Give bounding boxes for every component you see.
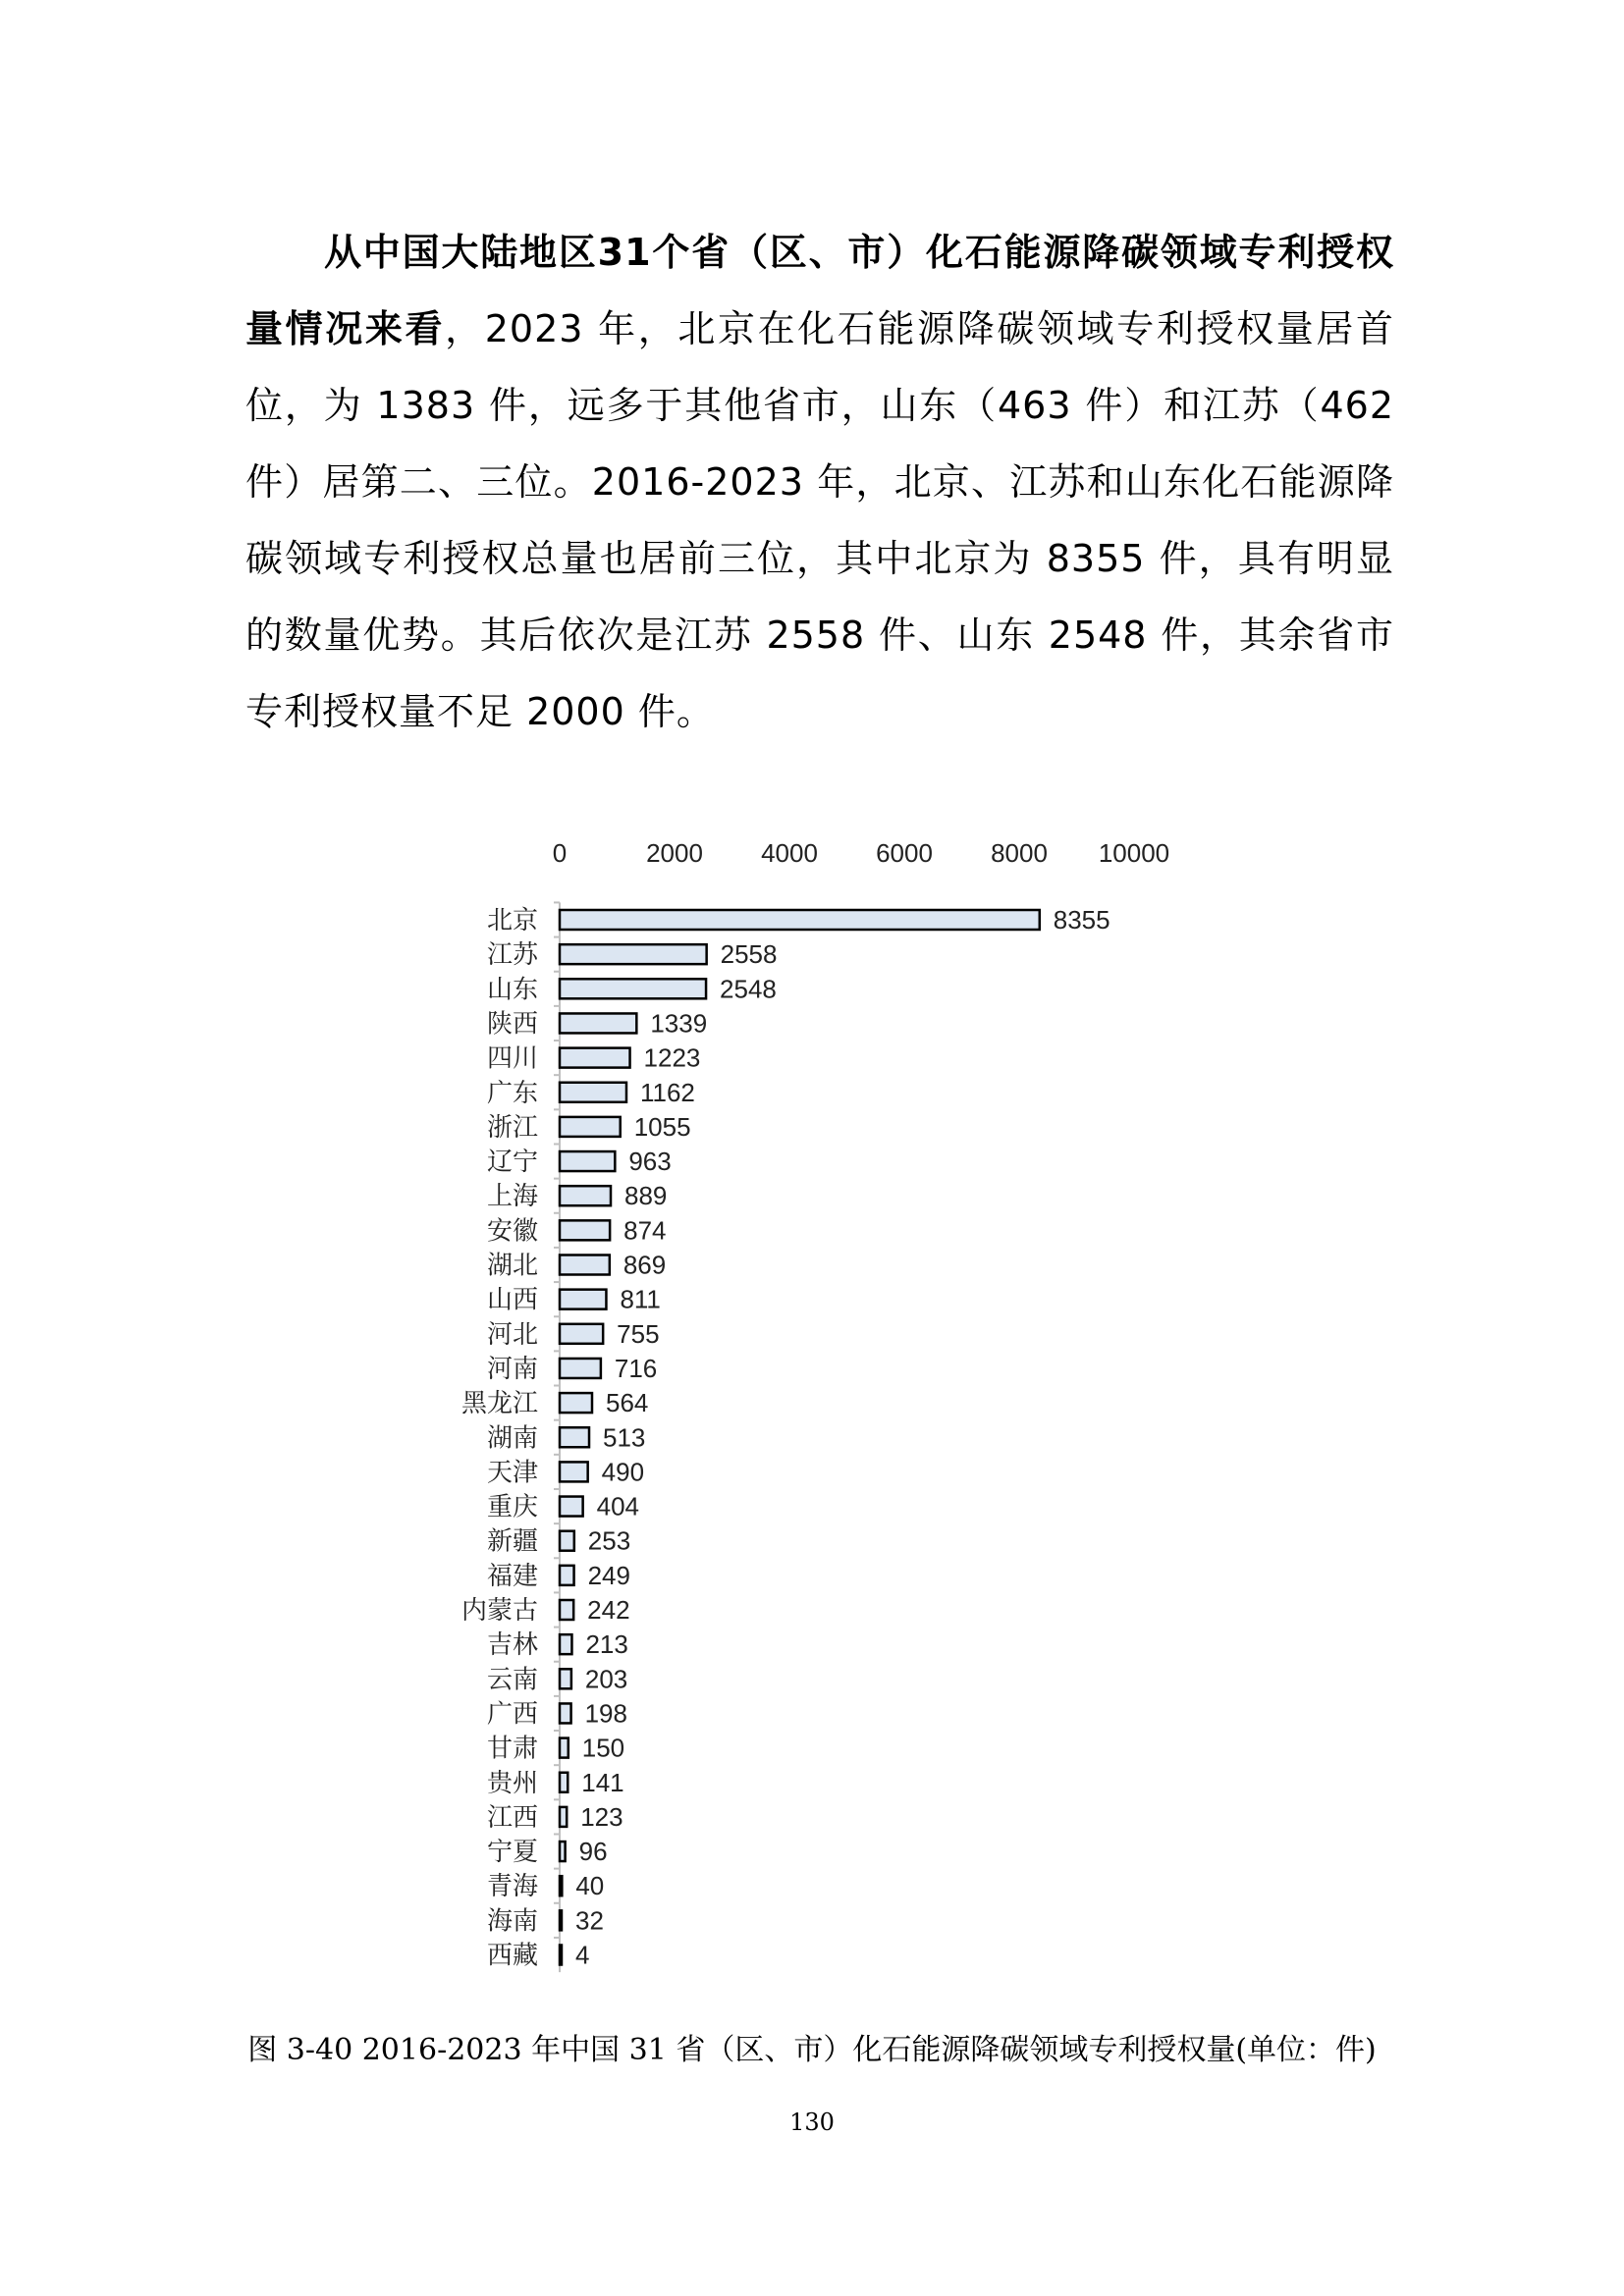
data-label: 8355	[1053, 905, 1110, 934]
bar	[560, 1048, 630, 1068]
bar	[560, 1773, 568, 1792]
category-label: 江苏	[486, 940, 538, 971]
category-label: 甘肃	[486, 1734, 538, 1764]
data-label: 150	[581, 1733, 625, 1763]
category-label: 吉林	[486, 1630, 538, 1661]
data-label: 198	[584, 1698, 627, 1729]
body-paragraph	[245, 214, 1394, 750]
category-label: 广东	[486, 1078, 538, 1108]
bar	[560, 1634, 571, 1654]
category-label: 安徽	[486, 1216, 538, 1247]
x-tick-label: 4000	[761, 838, 818, 868]
data-label: 2558	[720, 939, 778, 970]
data-label: 4	[575, 1940, 590, 1970]
bar	[560, 1807, 567, 1827]
bar	[560, 1600, 573, 1620]
data-label: 716	[614, 1353, 658, 1383]
bar	[560, 1566, 574, 1585]
bar	[560, 1324, 603, 1344]
bar	[560, 1186, 611, 1205]
bar	[560, 1669, 571, 1688]
category-label: 河南	[486, 1354, 538, 1384]
bar	[560, 1083, 626, 1102]
bar	[560, 979, 706, 998]
bar	[560, 1842, 566, 1861]
data-label: 141	[581, 1767, 624, 1797]
bar	[560, 1427, 589, 1447]
bar	[560, 1876, 562, 1896]
bar	[560, 1255, 610, 1275]
category-label: 青海	[486, 1872, 538, 1902]
category-label: 辽宁	[486, 1148, 538, 1178]
x-tick-label: 6000	[876, 838, 933, 868]
category-label: 新疆	[486, 1526, 538, 1557]
category-label: 重庆	[486, 1492, 538, 1522]
bar	[560, 944, 707, 964]
category-label: 河北	[486, 1319, 538, 1350]
category-label: 湖北	[486, 1251, 538, 1281]
bar	[560, 1359, 601, 1378]
category-label: 西藏	[486, 1941, 538, 1971]
bar-chart	[0, 825, 1624, 2002]
category-label: 黑龙江	[460, 1389, 538, 1419]
data-label: 404	[596, 1491, 640, 1522]
x-tick-label: 8000	[991, 838, 1048, 868]
x-tick-label: 0	[552, 838, 568, 868]
category-label: 江西	[486, 1802, 538, 1833]
data-label: 963	[628, 1147, 672, 1177]
category-label: 宁夏	[486, 1838, 538, 1868]
category-label: 上海	[486, 1182, 538, 1212]
bar	[560, 1703, 571, 1723]
bar	[560, 1738, 568, 1758]
bar	[560, 1531, 574, 1551]
data-label: 889	[624, 1181, 668, 1211]
page-number: 130	[789, 2109, 835, 2136]
x-tick-label: 10000	[1098, 838, 1170, 868]
bar	[560, 1462, 588, 1481]
bar	[560, 1117, 621, 1137]
bar	[560, 1151, 615, 1171]
data-label: 513	[603, 1422, 646, 1453]
data-label: 755	[617, 1318, 660, 1349]
category-label: 湖南	[486, 1423, 538, 1454]
category-label: 天津	[486, 1458, 538, 1488]
paragraph-text: ，2023 年，北京在化石能源降碳领域专利授权量居首位，为 1383 件，远多于其他省市，山东（463 件）和江苏（462 件）居第二、三位。2016-2023 年，北京、江苏和山东化石能源降碳领域专利授权总量也居前三位，其中北京为 8355 件，具有明显的数量优势。其后依次是江苏 2558 件、山东 2548 件，其余省市专利授权量不足 2000 件。	[245, 307, 1394, 733]
data-label: 96	[578, 1837, 608, 1867]
category-label: 云南	[486, 1665, 538, 1695]
bar	[560, 1946, 562, 1965]
bar	[560, 1290, 606, 1309]
category-label: 福建	[486, 1561, 538, 1591]
data-label: 40	[575, 1871, 605, 1901]
category-label: 浙江	[486, 1112, 538, 1143]
bar	[560, 1497, 583, 1517]
paragraph-bold-lead: 从中国大陆地区31个省（区、市）化石能源降碳领域专利授权量情况来看	[245, 231, 1394, 350]
data-label: 203	[584, 1664, 628, 1694]
category-label: 北京	[486, 906, 538, 935]
data-label: 811	[620, 1284, 661, 1314]
category-label: 山西	[486, 1285, 538, 1315]
data-label: 1223	[643, 1042, 701, 1073]
figure-caption: 图 3-40 2016-2023 年中国 31 省（区、市）化石能源降碳领域专利授权量(单位：件)	[247, 2033, 1377, 2067]
data-label: 1339	[650, 1008, 708, 1039]
bar	[560, 1393, 592, 1413]
data-label: 253	[587, 1525, 631, 1556]
data-label: 1055	[633, 1111, 691, 1142]
data-label: 869	[623, 1250, 667, 1280]
bar	[560, 1013, 636, 1033]
category-label: 贵州	[486, 1768, 538, 1798]
category-label: 陕西	[486, 1009, 538, 1040]
data-label: 32	[575, 1905, 604, 1936]
bar	[560, 1220, 610, 1240]
category-label: 四川	[486, 1043, 538, 1074]
bar	[560, 1910, 562, 1930]
data-label: 1162	[639, 1077, 695, 1107]
data-label: 2548	[720, 974, 777, 1004]
data-label: 490	[601, 1457, 645, 1487]
data-label: 874	[623, 1215, 667, 1246]
category-label: 广西	[486, 1699, 538, 1730]
x-tick-label: 2000	[646, 838, 703, 868]
data-label: 249	[587, 1560, 630, 1590]
bar	[560, 910, 1040, 930]
category-label: 山东	[486, 975, 538, 1005]
data-label: 242	[587, 1595, 630, 1625]
data-label: 213	[585, 1629, 628, 1660]
category-label: 内蒙古	[460, 1596, 538, 1626]
data-label: 123	[580, 1801, 623, 1832]
category-label: 海南	[486, 1906, 538, 1937]
data-label: 564	[605, 1388, 649, 1418]
